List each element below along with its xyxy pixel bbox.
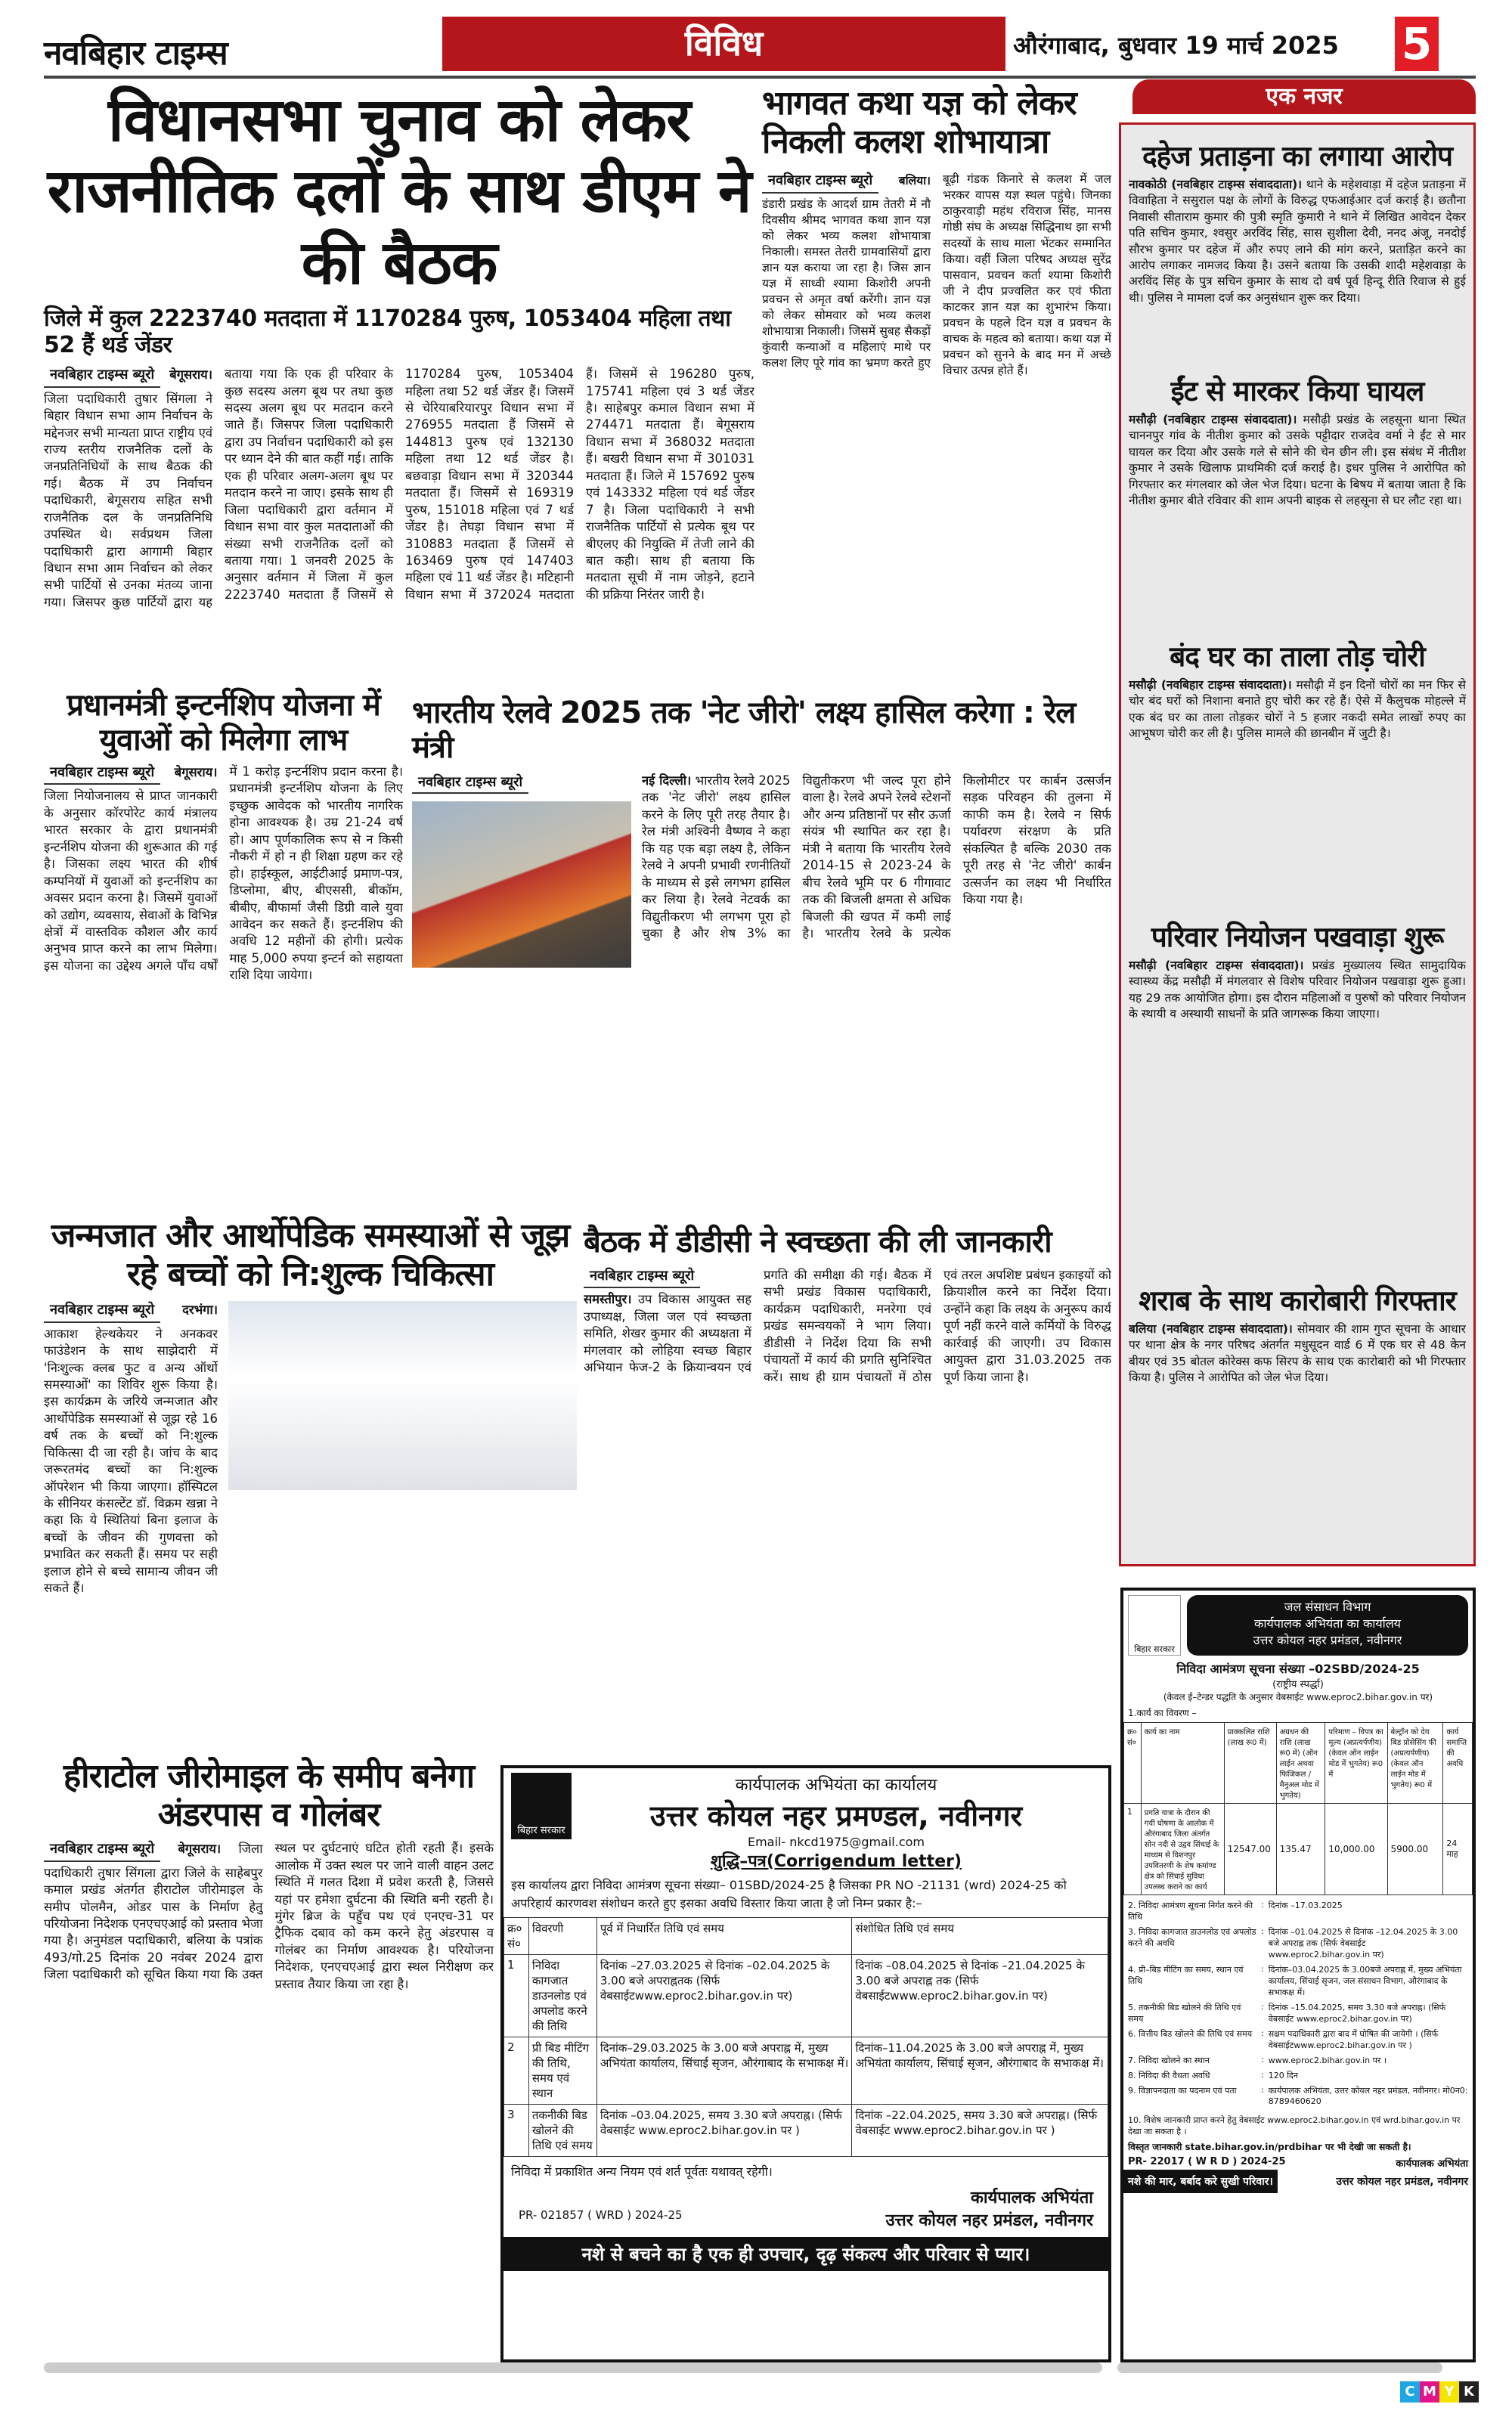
brief-item: [1129, 1280, 1466, 1548]
tender-item-label: 8. निविदा की वैधता अवधि: [1128, 2071, 1210, 2080]
tender-item: [1128, 2055, 1468, 2066]
tender-division: उत्तर कोयल नहर प्रमंडल, नवीनगर: [1253, 1633, 1402, 1647]
cell: दिनांक–29.03.2025 के 3.00 बजे अपराह्न में, मुख्य अभियंता कार्यालय, सिंचाई सृजन, औरंगाबाद के सभाकक्ष में।: [596, 2037, 852, 2105]
railway-headline: भारतीय रेलवे 2025 तक 'नेट जीरो' लक्ष्य हासिल करेगा : रेल मंत्री: [412, 696, 1076, 765]
dateline: नावकोठी (नवबिहार टाइम्स संवाददाता)।: [1129, 178, 1303, 191]
byline: नवबिहार टाइम्स ब्यूरो: [44, 1301, 160, 1322]
cell: दिनांक –27.03.2025 से दिनांक –02.04.2025 के 3.00 बजे अपराह्नतक (सिर्फ वेबसाईटwww.eproc2.bihar.gov.in पर): [596, 1955, 852, 2037]
tender-item-label: 7. निविदा खोलने का स्थान: [1128, 2056, 1210, 2065]
tender-item-label: 2. निविदा आमंत्रण सूचना निर्गत करने की तिथि: [1128, 1901, 1253, 1922]
tender-item-label: 5. तकनीकी बिड खोलने की तिथि एवं समय: [1128, 2003, 1241, 2024]
cell: 135.47: [1276, 1804, 1325, 1895]
lead-text: जिला पदाधिकारी तुषार सिंगला ने बिहार विधान सभा आम निर्वाचन के मद्देनजर सभी मान्यता प्राप्त राष्ट्रीय एवं राज्य स्तरीय राजनैतिक दलों के जनप्रतिनिधियों के साथ बैठक की गई। बैठक में उप निर्वाचन पदाधिकारी, बेगूसराय सहित सभी राजनैतिक दल के जनप्रतिनिधि उपस्थित थे। सर्वप्रथम जिला पदाधिकारी द्वारा आगामी बिहार विधान सभा आम निर्वाचन को लेकर सभी पार्टियों से उनका मंतव्य जाना गया। जिसपर कुछ पार्टियों द्वारा यह बताया गया कि एक ही परिवार के कुछ सदस्य अलग बूथ पर तथा कुछ सदस्य अलग बूथ पर मतदान करने जाते हैं। जिसपर जिला पदाधिकारी द्वारा उप निर्वाचन पदाधिकारी को इस पर ध्यान देने की बात कहीं गई। ताकि एक ही परिवार अलग-अलग बूथ पर मतदान करने ना जाए। इसके साथ ही जिला पदाधिकारी द्वारा वर्तमान में विधान सभा वार कुल मतदाताओं की संख्या सभी राजनैतिक दलों को बताया गया। 1 जनवरी 2025 के अनुसार वर्तमान में जिला में कुल 2223740 मतदाता हैं जिसमें से 1170284 पुरुष, 1053404 महिला तथा 52 थर्ड जेंडर हैं। जिसमें से चेरियाबरियारपुर विधान सभा में 276955 मतदाता हैं जिसमें से 144813 पुरुष एवं 132130 महिला तथा 12 थर्ड जेंडर है। बछवाड़ा विधान सभा में 320344 मतदाता हैं। जिसमें से 169319 पुरुष, 151018 महिला एवं 7 थर्ड जेंडर है। तेघड़ा विधान सभा में 310883 मतदाता हैं जिसमें से 163469 पुरुष एवं 147403 महिला एवं 11 थर्ड जेंडर है। मटिहानी विधान सभा में 372024 मतदाता हैं। जिसमें से 196280 पुरुष, 175741 महिला एवं 3 थर्ड जेंडर है। साहेबपुर कमाल विधान सभा में 274471 मतदाता हैं। बेगूसराय विधान सभा में 368032 मतदाता हैं। बखरी विधान सभा में 301031 मतदाता हैं। जिले में 157692 पुरुष एवं 143332 महिला एवं थर्ड जेंडर 7 है। जिला पदाधिकारी ने सभी राजनैतिक पार्टियों से प्रत्येक बूथ पर बीएलए की नियुक्ति में तेजी लाने की बात कही। साथ ही बताया कि मतदाता सूची में नाम जोड़ने, हटाने की प्रक्रिया निरंतर जारी है।: [44, 367, 754, 609]
ad-office: उत्तर कोयल नहर प्रमण्डल, नवीनगर: [649, 1799, 1023, 1833]
brief-headline: बंद घर का ताला तोड़ चोरी: [1170, 640, 1425, 673]
tender-item-label: 6. वित्तीय बिड खोलने की तिथि एवं समय: [1128, 2029, 1253, 2039]
internship-body: [44, 764, 403, 1194]
newspaper-name: नवबिहार टाइम्स: [44, 34, 228, 73]
brief-text: सोमवार की शाम गुप्त सूचना के आधार पर थाना क्षेत्र के नगर परिषद अंतर्गत मधुसूदन वार्ड 6 में एक घर से 48 केन बीयर एवं 35 बोतल कोरेक्स कफ सिरप के साथ एक कारोबारी को भी गिरफ्तार किया है। पुलिस ने आरोपित को जेल भेज दिया।: [1129, 1322, 1466, 1385]
internship-text: जिला नियोजनालय से प्राप्त जानकारी के अनुसार कॉरपोरेट कार्य मंत्रालय भारत सरकार के द्वारा प्रधानमंत्री इन्टर्नशिप योजना की शुरूआत की गई है। जिसका लक्ष्य भारत की शीर्ष कम्पनियों में युवाओं को इन्टर्नशिप का अवसर प्रदान करना है। जिसमें युवाओं को उद्योग, व्यवसाय, सेवाओं के विभिन्न क्षेत्रों में वास्तविक कौशल और कार्य अनुभव प्राप्त करने का लाभ मिलेगा। इस योजना का उद्देश्य अगले पाँच वर्षों में 1 करोड़ इन्टर्नशिप प्रदान करना है। प्रधानमंत्री इन्टर्नशिप योजना के लिए इच्छुक आवेदक को भारतीय नागरिक होना आवश्यक है। उम्र 21-24 वर्ष हो। आप पूर्णकालिक रूप से न किसी नौकरी में हो न ही शिक्षा ग्रहण कर रहे हो। हाईस्कूल, आईटीआई प्रमाण-पत्र, डिप्लोमा, बीए, बीएससी, बीकॉम, बीबीए, बीफार्मा जैसी डिग्री वाले युवा आवेदन कर सकते हैं। इन्टर्नशिप की अवधि 12 महीनों की होगी। प्रत्येक माह 5,000 रुपया इन्टर्न को सहायता राशि दिया जायेगा।: [44, 764, 403, 983]
page-number: 5: [1395, 17, 1439, 71]
tender-notice-number: निविदा आमंत्रण सूचना संख्या –02SBD/2024-25: [1176, 1662, 1420, 1676]
dateline: बेगूसराय।: [169, 367, 212, 383]
cell: निविदा कागजात डाउनलोड एवं अपलोड करने की तिथि: [528, 1955, 596, 2037]
cell: दिनांक –03.04.2025, समय 3.30 बजे अपराह्न। (सिर्फ वेबसाईट www.eproc2.bihar.gov.in पर ): [596, 2105, 852, 2157]
byline: नवबिहार टाइम्स ब्यूरो: [584, 1267, 700, 1288]
table-row: [504, 2105, 1108, 2157]
dateline: बेगूसराय।: [174, 765, 218, 779]
ad-dept: कार्यपालक अभियंता का कार्यालय: [735, 1776, 937, 1795]
hiratol-body: [44, 1840, 494, 2339]
ad-slogan: नशे की मार, बर्बाद करे सुखी परिवार।: [1123, 2170, 1278, 2193]
ad-note: निविदा में प्रकाशित अन्य नियम एवं शर्त पूर्वतः यथावत् रहेगी।: [511, 2164, 773, 2179]
ad-slogan: नशे से बचने का है एक ही उपचार, दृढ़ संकल्प और परिवार से प्यार।: [503, 2237, 1108, 2271]
brief-item: [1129, 370, 1466, 631]
tender-item: [1128, 1964, 1468, 1998]
table-row: [504, 2037, 1108, 2105]
corrigendum-ad: [500, 1765, 1111, 2362]
tender-mode: (केवल ई–टेन्डर पद्धति के अनुसार वेबसाईट www.eproc2.bihar.gov.in पर): [1163, 1692, 1433, 1702]
child-headline: जन्मजात और आर्थोपेडिक समस्याओं से जूझ रहे बच्चों को नि:शुल्क चिकित्सा: [51, 1216, 570, 1293]
col-header: अग्रधन की राशि (लाख रू0 में) (ऑन लाईन अथवा फिजिकल / मैनुअल मोड में भुगतेय): [1276, 1723, 1325, 1804]
bhagwat-text: डंडारी प्रखंड के आदर्श ग्राम तेतरी में नौ दिवसीय श्रीमद भागवत कथा ज्ञान यज्ञ को लेकर भव्य कलश शोभायात्रा निकाली। समस्त तेतरी ग्रामवासियों द्वारा ज्ञान यज्ञ कराया जा रहा है। जिस ज्ञान यज्ञ में साध्वी श्यामा किशोरी अपनी प्रवचन से अमृत वर्षा करेंगी। ज्ञान यज्ञ को लेकर सोमवार को भव्य कलश शोभायात्रा निकाली। जिसमें सुबह सैकड़ों कुंवारी कन्याओं व महिलाएं माथे पर कलश लिए पूरे गांव का भ्रमण करते हुए बूढ़ी गंडक किनारे से कलश में जल भरकर वापस यज्ञ स्थल पहुंचे। जिनका ठाकुरवाड़ी महंथ रविराज सिंह, मानस गोष्ठी संघ के अध्यक्ष सिद्धिनाथ झा सभी सदस्यों के साथ माला भेंटकर सम्मानित किया। वहीं जिला परिषद अध्यक्ष सुरेंद्र पासवान, प्रवचन कर्ता श्यामा किशोरी जी ने दीप प्रज्वलित कर एवं फीता काटकर ज्ञान यज्ञ का शुभारंभ किया। प्रवचन के पहले दिन यज्ञ व प्रवचन के वाचक के महत्व को बताया। कथा यज्ञ में प्रवचन को सुनने के बाद मन में अच्छे विचार उत्पन्न होते हैं।: [762, 172, 1111, 378]
tender-item: [1128, 2028, 1468, 2051]
cmyk-k: K: [1459, 2381, 1479, 2403]
railway-article: [412, 696, 1111, 1211]
cell: प्रगति यात्रा के दौरान की गयी घोषणा के आलोक में औरंगाबाद जिला अंतर्गत सोन नदी से उद्वव सिंचाई के माध्यम से विशनपुर उपवितरणी के शेष कमांण्ड क्षेत्र को सिंचाई सुविधा उपलब्ध कराने का कार्य: [1141, 1804, 1224, 1895]
internship-article: [44, 688, 403, 1194]
cmyk-marks: [1400, 2381, 1479, 2403]
table-header: [504, 1918, 1108, 1955]
tender-item-sep: :: [1261, 2070, 1264, 2080]
tender-office: कार्यपालक अभियंता का कार्यालय: [1254, 1616, 1401, 1631]
internship-headline: प्रधानमंत्री इन्टर्नशिप योजना में युवाओं को मिलेगा लाभ: [67, 688, 380, 757]
tender-item-value: 120 दिन: [1268, 2071, 1299, 2080]
tender-item-value: कार्यपालक अभियंता, उत्तर कोयल नहर प्रमंडल, नवीनगर। मो0न0: 8789460620: [1268, 2086, 1468, 2106]
ad-email: Email- nkcd1975@gmail.com: [747, 1835, 925, 1849]
railway-body: [642, 773, 1111, 1211]
tender-item: [1128, 2070, 1468, 2081]
cell: तकनीकी बिड खोलने की तिथि एवं समय: [528, 2105, 596, 2157]
ek-nazar-panel: [1119, 122, 1476, 1566]
masthead-rule: [44, 76, 1476, 79]
dateline: मसौढ़ी (नवबिहार टाइम्स संवाददाता)।: [1129, 678, 1292, 692]
dateline: मसौढ़ी (नवबिहार टाइम्स संवाददाता)।: [1129, 959, 1304, 972]
col-header: कार्य का नाम: [1141, 1723, 1224, 1804]
bhagwat-article: [762, 85, 1111, 671]
cell: 2: [504, 2037, 529, 2105]
brief-headline: दहेज प्रताड़ना का लगाया आरोप: [1142, 140, 1452, 172]
col-header: संशोधित तिथि एवं समय: [852, 1918, 1108, 1955]
byline: नवबिहार टाइम्स ब्यूरो: [44, 764, 160, 785]
cell: 1: [1124, 1804, 1142, 1895]
hiratol-article: [44, 1758, 494, 2339]
tender-item-label: 4. प्री–बिड मीटिंग का समय, स्थान एवं तिथि: [1128, 1965, 1244, 1986]
cmyk-y: Y: [1439, 2381, 1459, 2403]
tender-item: [1128, 2002, 1468, 2025]
tender-item-value: सक्षम पदाधिकारी द्वारा बाद में घोषित की जायेगी । (सिर्फ वेबसाईटwww.eproc2.bihar.gov.in पर ): [1268, 2029, 1439, 2050]
bhagwat-body: [762, 172, 1111, 671]
byline: नवबिहार टाइम्स ब्यूरो: [44, 366, 160, 387]
lead-headline: विधानसभा चुनाव को लेकर राजनीतिक दलों के साथ डीएम ने की बैठक: [47, 85, 751, 298]
tender-item-value: दिनांक–03.04.2025 के 3.00बजे अपराह्न में, मुख्य अभियंता कार्यालय, सिंचाई सृजन, जल संसाधन विभाग, औरंगाबाद के सभाकक्ष में।: [1268, 1965, 1462, 1997]
cell: प्री बिड मीटिंग की तिथि, समय एवं स्थान: [528, 2037, 596, 2105]
tender-item-sep: :: [1261, 2002, 1264, 2012]
brief-item: [1129, 916, 1466, 1275]
table-row: [504, 1955, 1108, 2037]
tender-item-sep: :: [1261, 1900, 1264, 1910]
ad-signatory-office: उत्तर कोयल नहर प्रमंडल, नवीनगर: [885, 2211, 1093, 2230]
col-header: क्र० सं०: [1124, 1723, 1142, 1804]
dateline: दरभंगा।: [182, 1303, 218, 1318]
brief-headline: परिवार नियोजन पखवाड़ा शुरू: [1151, 921, 1444, 953]
cell: 3: [504, 2105, 529, 2157]
tender-table: [1123, 1722, 1473, 1895]
dateline: बेगूसराय।: [178, 1842, 222, 1857]
ddc-headline: बैठक में डीडीसी ने स्वच्छता की ली जानकारी: [584, 1225, 1052, 1259]
pr-number: PR- 021857 ( WRD ) 2024-25: [519, 2208, 683, 2222]
brief-item: [1129, 135, 1466, 366]
hiratol-text: जिला पदाधिकारी तुषार सिंगला द्वारा जिले के साहेबपुर कमाल प्रखंड अंतर्गत हीराटोल जीरोमाइल के समीप पोलमैन, ओडर पास के निर्माण हेतु परियोजना निदेशक एनएचएआई को प्रस्ताव भेजा गया है। अनुमंडल पदाधिकारी, बलिया के पत्रांक 493/गो.25 दिनांक 20 नवंबर 2024 द्वारा जिला पदाधिकारी को सूचित किया गया कि उक्त स्थल पर दुर्घटनाएं घटित होती रहती हैं। इसके आलोक में उक्त स्थल पर जाने वाली वाहन उलट स्थिति में गलत दिशा में प्रवेश करती है, जिससे यहां पर हमेशा दुर्घटना की स्थिति बनी रहती है। मुंगेर ब्रिज के पहुँच पथ एवं एनएच-31 पर ट्रैफिक दबाव को कम करने हेतु अंडरपास व गोलंबर का निर्माण आवश्यक है। परियोजना निदेशक, एनएचएआई द्वारा स्थल निरीक्षण कर प्रस्ताव तैयार किया जा रहा है।: [44, 1841, 494, 1991]
registration-bar: [1117, 2362, 1442, 2373]
col-header: पूर्व में निधार्रित तिथि एवं समय: [596, 1918, 852, 1955]
tender-item-label: 9. विज्ञापनदाता का पदनाम एवं पता: [1128, 2086, 1237, 2096]
tender-item-sep: :: [1261, 2055, 1264, 2065]
brief-text: थाने के महेशवाड़ा में दहेज प्रताड़ना में विवाहिता ने ससुराल पक्ष के लोगों के विरुद्ध एफआईआर दर्ज कराई है। छतौना निवासी सीताराम कुमार की पुत्री स्मृति कुमारी ने थाने में लिखित आवेदन देकर पति सचिन कुमार, श्वसुर अरविंद सिंह, सास सुशीला देवी, ननद अंजू, ननदोई सौरभ कुमार पर दहेज में और रुपए लाने की मांग करने, प्रताड़ित करने का आरोप लगाकर नामजद किया है। उसने बताया कि उसकी शादी महेशवाड़ा के अरविंद सिंह के पुत्र सचिन कुमार के साथ दो वर्ष पूर्व हिन्दू रीति रिवाज से हुई थी। पुलिस ने मामला दर्ज कर अनुसंधान शुरू कर दिया।: [1129, 178, 1466, 305]
corrigendum-table: [503, 1917, 1108, 2157]
tender-item-sep: :: [1261, 1964, 1264, 1974]
train-photo: [412, 801, 631, 968]
child-text: आकाश हेल्थकेयर ने अनकवर फाउंडेशन के साथ साझेदारी में 'निःशुल्क क्लब फुट व अन्य ऑर्थो समस्याओं' का शिविर शुरू किया है। इस कार्यक्रम के जरिये जन्मजात और आर्थोपेडिक समस्याओं से जूझ रहे 16 वर्ष तक के बच्चों को नि:शुल्क चिकित्सा दी जा रही है। जांच के बाद जरूरतमंद बच्चों का नि:शुल्क ऑपरेशन भी किया जाएगा। हॉस्पिटल के सीनियर कंसल्टेंट डॉ. विक्रम खन्ना ने कहा कि ये स्थितियां बिना इलाज के बच्चों के जीवन की गुणवत्ता को प्रभावित कर सकती हैं। समय पर सही इलाज होने से बच्चे सामान्य जीवन जी सकते हैं।: [44, 1326, 218, 1596]
cell: 1: [504, 1955, 529, 2037]
tender-dept: जल संसाधन विभाग: [1284, 1600, 1371, 1614]
dateline: बलिया।: [898, 174, 931, 188]
cell: 5900.00: [1387, 1804, 1443, 1895]
ddc-text: उप विकास आयुक्त सह उपाध्यक्ष, जिला जल एवं स्वच्छता समिति, शेखर कुमार की अध्यक्षता में मंगलवार को लोहिया स्वच्छ बिहार अभियान फेज-2 के क्रियान्वयन एवं प्रगति की समीक्षा की गई। बैठक में सभी प्रखंड विकास पदाधिकारी, कार्यक्रम पदाधिकारी, मनरेगा एवं प्रखंड समन्वयकों ने भाग लिया। डीडीसी ने निर्देश दिया कि सभी पंचायतों में कार्य की प्रगति सुनिश्चित करें। साथ ही ग्राम पंचायतों में ठोस एवं तरल अपशिष्ट प्रबंधन इकाइयों को क्रियाशील करने का निर्देश दिया। उन्होंने कहा कि लक्ष्य के अनुरूप कार्य पूर्ण नहीं करने वाले कर्मियों के विरुद्ध कार्रवाई की जाएगी। उप विकास आयुक्त द्वारा 31.03.2025 तक पूर्ण किया जाना है।: [584, 1268, 1111, 1384]
col-header: परिमाण – विपत्र का मूल्य (अप्रत्यर्पणीय) (केवल ऑन लाईन मोड में भुगतेय) रू0 में: [1325, 1723, 1387, 1804]
cell: दिनांक–11.04.2025 के 3.00 बजे अपराह्न में, मुख्य अभियंता कार्यालय, सिंचाई सृजन, औरंगाबाद के सभाकक्ष में।: [852, 2037, 1108, 2105]
cell: दिनांक –08.04.2025 से दिनांक –21.04.2025 के 3.00 बजे अपराह्न तक (सिर्फ वेबसाईटwww.eproc2.bihar.gov.in पर): [852, 1955, 1108, 2037]
tender-item-sep: :: [1261, 2085, 1264, 2095]
dateline: मसौढ़ी (नवबिहार टाइम्स संवाददाता)।: [1129, 413, 1297, 426]
byline: नवबिहार टाइम्स ब्यूरो: [412, 773, 528, 794]
bihar-govt-logo: बिहार सरकार: [1128, 1595, 1181, 1656]
tender-section: 1.कार्य का विवरण –: [1128, 1708, 1197, 1718]
col-header: बेल्ट्रॉन को देय बिड प्रोसेसिंग फी (अप्रत्यर्पणीय) (केवल ऑन लाईन मोड में भुगतेय) रू0 में: [1387, 1723, 1443, 1804]
tender-item-value: दिनांक –17.03.2025: [1268, 1901, 1343, 1910]
child-article: [44, 1217, 577, 1724]
pr-number: PR- 22017 ( W R D ) 2024-25: [1128, 2156, 1286, 2167]
tender-item: [1128, 1926, 1468, 1960]
ad-signatory: कार्यपालक अभियंता: [1396, 2158, 1468, 2170]
cell: 24 माह: [1443, 1804, 1473, 1895]
child-body-col1: [44, 1301, 218, 1724]
table-header: [1124, 1723, 1473, 1804]
dateline: समस्तीपुर।: [584, 1292, 632, 1307]
col-header: क्र० सं०: [504, 1918, 529, 1955]
tender-detail-link: विस्तृत जानकारी state.bihar.gov.in/prdbihar पर भी देखी जा सकती है।: [1128, 2142, 1411, 2152]
ad-signatory-office: उत्तर कोयल नहर प्रमंडल, नवीनगर: [1336, 2176, 1468, 2188]
cell: 12547.00: [1224, 1804, 1276, 1895]
tender-items: [1123, 1895, 1473, 2114]
hiratol-headline: हीराटोल जीरोमाइल के समीप बनेगा अंडरपास व गोलंबर: [63, 1757, 475, 1834]
registration-bar: [44, 2362, 1102, 2373]
bihar-govt-logo: बिहार सरकार: [511, 1773, 572, 1839]
byline: नवबिहार टाइम्स ब्यूरो: [762, 172, 878, 193]
tender-type: (राष्ट्रीय स्पर्द्धा): [1272, 1679, 1324, 1690]
doctors-photo: [228, 1301, 577, 1490]
ddc-article: [584, 1225, 1111, 1743]
ad-intro: इस कार्यालय द्वारा निविदा आमंत्रण सूचना संख्या– 01SBD/2024-25 है जिसका PR NO -21131 (wrd) 2024-25 को अपरिहार्य कारणवश संशोधन करते हुए इसका अवधि विस्तार किया जाता है जो निम्न प्रकार है:–: [511, 1878, 1067, 1910]
section-banner: विविध: [442, 17, 1005, 71]
lead-deck: जिले में कुल 2223740 मतदाता में 1170284 पुरुष, 1053404 महिला तथा 52 हैं थर्ड जेंडर: [44, 305, 731, 358]
brief-headline: ईंट से मारकर किया घायल: [1170, 375, 1424, 407]
brief-item: [1129, 636, 1466, 912]
bhagwat-headline: भागवत कथा यज्ञ को लेकर निकली कलश शोभायात्रा: [762, 84, 1077, 161]
byline: नवबिहार टाइम्स ब्यूरो: [44, 1840, 160, 1861]
brief-headline: शराब के साथ कारोबारी गिरफ्तार: [1139, 1284, 1456, 1317]
tender-item-value: दिनांक –15.04.2025, समय 3.30 बजे अपराह्न। (सिर्फ वेबसाईट www.eproc2.bihar.gov.in पर): [1268, 2003, 1446, 2024]
ddc-body: [584, 1267, 1111, 1743]
ad-signatory: कार्यपालक अभियंता: [971, 2189, 1093, 2207]
tender-item-value: www.eproc2.bihar.gov.in पर ।: [1268, 2056, 1387, 2065]
dateline: बलिया (नवबिहार टाइम्स संवाददाता)।: [1129, 1322, 1293, 1336]
tender-item-sep: :: [1261, 2028, 1264, 2038]
cell: दिनांक –22.04.2025, समय 3.30 बजे अपराह्न। (सिर्फ वेबसाईट www.eproc2.bihar.gov.in पर ): [852, 2105, 1108, 2157]
tender-item-value: दिनांक –01.04.2025 से दिनांक –12.04.2025 के 3.00 बजे अपराह्न तक (सिर्फ वेबसाईट www.eproc2.bihar.gov.in पर): [1268, 1927, 1458, 1960]
dateline: नई दिल्ली।: [642, 773, 692, 788]
tender-item-sep: :: [1261, 1926, 1264, 1936]
tender-item: [1128, 2085, 1468, 2106]
table-row: [1124, 1804, 1473, 1895]
tender-item: [1128, 1900, 1468, 1922]
ad-title: शुद्धि–पत्र(Corrigendum letter): [710, 1852, 962, 1871]
ek-nazar-label: एक नजर: [1132, 79, 1476, 114]
issue-date: औरंगाबाद, बुधवार 19 मार्च 2025: [1013, 31, 1339, 60]
tender-item-10: 10. विशेष जानकारी प्राप्त करने हेतु वेबसाईट www.eproc2.bihar.gov.in एवं wrd.bihar.gov.in पर देखा जा सकता है ।: [1128, 2115, 1461, 2136]
tender-ad: [1120, 1588, 1476, 2362]
col-header: प्राक्कलित राशि (लाख रू0 में): [1224, 1723, 1276, 1804]
brief-text: मसौढ़ी प्रखंड के लहसूना थाना स्थित चाननपुर गांव के नीतीश कुमार को उसके पट्टीदार राजदेव वर्मा ने ईंट से मार घायल कर दिया और उसके गले से सोने की चेन छीन ली। इस संबंध में नीतीश कुमार ने उसके खिलाफ प्राथमिकी दर्ज कराई है। इधर पुलिस ने आरोपित को गिरफ्तार कर मंगलवार को जेल भेज दिया। घटना के बिषय में बताया जाता है कि नीतीश कुमार बीते रविवार की शाम अपनी बाइक से लहसूना से घर लौट रहा था।: [1129, 413, 1466, 507]
cell: 10,000.00: [1325, 1804, 1387, 1895]
lead-article: [44, 85, 754, 744]
tender-item-label: 3. निविदा कागजात डाउनलोड एवं अपलोड करने की अवधि: [1128, 1927, 1256, 1948]
cmyk-c: C: [1400, 2381, 1420, 2403]
railway-text: भारतीय रेलवे 2025 तक 'नेट जीरो' लक्ष्य हासिल करने के लिए पूरी तरह तैयार है। रेल मंत्री अश्विनी वैष्णव ने कहा कि यह एक बड़ा लक्ष्य है, लेकिन रेलवे ने अपनी प्रभावी रणनीतियों के माध्यम से इसे लगभग हासिल कर लिया है। रेलवे नेटवर्क का विद्युतीकरण भी लगभग पूरा हो चुका है और शेष 3% का विद्युतीकरण भी जल्द पूरा होने वाला है। रेलवे अपने रेलवे स्टेशनों और अन्य प्रतिष्ठानों पर सौर ऊर्जा संयंत्र भी स्थापित कर रहा है। मंत्री ने बताया कि भारतीय रेलवे 2014-15 से 2023-24 के बीच रेलवे भूमि पर 6 गीगावाट तक की बिजली क्षमता से अधिक बिजली की खपत में कमी लाई है। भारतीय रेलवे के प्रत्येक किलोमीटर पर कार्बन उत्सर्जन सड़क परिवहन की तुलना में काफी कम है। रेलवे न सिर्फ पर्यावरण संरक्षण के प्रति संकल्पित है बल्कि 2030 तक पूरी तरह से 'नेट जीरो' कार्बन उत्सर्जन का लक्ष्य भी निर्धारित किया गया है।: [642, 773, 1111, 940]
col-header: कार्य समाप्ति की अवधि: [1443, 1723, 1473, 1804]
col-header: विवरणी: [528, 1918, 596, 1955]
brief-text: मसौढ़ी में इन दिनों चोरों का मन फिर से चोर बंद घरों को निशाना बनाते हुए चोरी कर रहे हैं। ऐसे में कैलुचक मोहल्ले में एक बंद घर का ताला तोड़कर चोरों ने 5 हजार नकदी समेत लाखों रुपए का आभूषण चोरी कर ली है। पुलिस मामले की छानबीन में जुटी है।: [1129, 678, 1466, 741]
cmyk-m: M: [1420, 2381, 1439, 2403]
brief-text: प्रखंड मुख्यालय स्थित सामुदायिक स्वास्थ्य केंद्र मसौढ़ी में मंगलवार से विशेष परिवार नियोजन पखवाड़ा शुरू हुआ। यह 29 तक आयोजित होगा। इस दौरान महिलाओं व पुरुषों को परिवार नियोजन के स्थायी व अस्थायी साधनों के प्रति जागरूक किया जाएगा।: [1129, 959, 1466, 1021]
